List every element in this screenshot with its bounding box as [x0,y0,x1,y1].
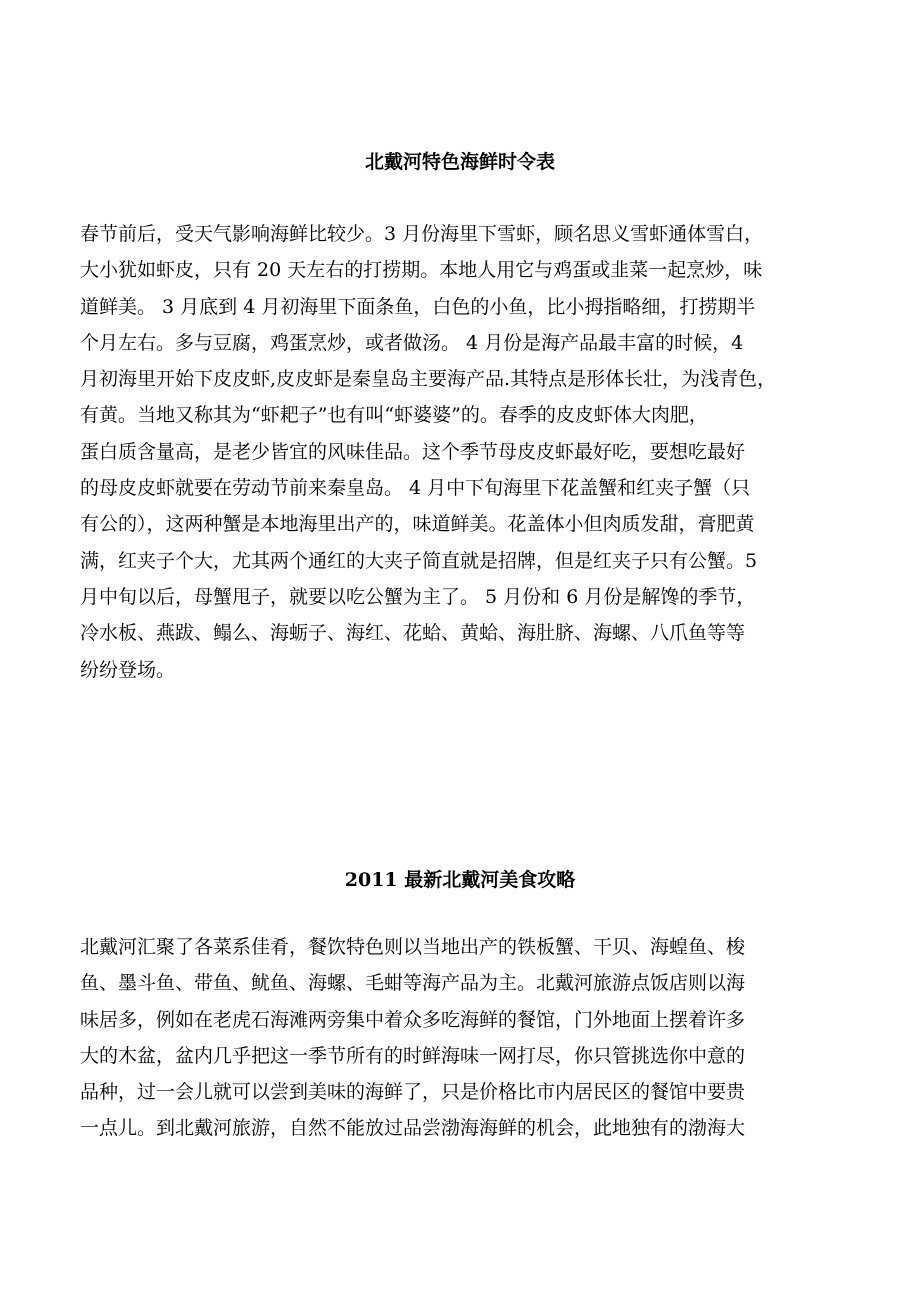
paragraph-line: 蛋白质含量高，是老少皆宜的风味佳品。这个季节母皮皮虾最好吃，要想吃最好 [80,440,746,463]
paragraph-line: 味居多，例如在老虎石海滩两旁集中着众多吃海鲜的餐馆，门外地面上摆着许多 [80,1008,746,1031]
seafood-calendar-paragraph [80,216,842,688]
paragraph-line: 道鲜美。 3 月底到 4 月初海里下面条鱼，白色的小鱼，比小拇指略细，打捞期半 [80,295,756,318]
paragraph-line: 的母皮皮虾就要在劳动节前来秦皇岛。 4 月中下旬海里下花盖蟹和红夹子蟹（只 [80,477,751,500]
paragraph-line: 一点儿。到北戴河旅游，自然不能放过品尝渤海海鲜的机会，此地独有的渤海大 [80,1117,746,1140]
paragraph-line: 鱼、墨斗鱼、带鱼、鱿鱼、海螺、毛蚶等海产品为主。北戴河旅游点饭店则以海 [80,972,746,995]
paragraph-line: 纷纷登场。 [80,658,176,681]
paragraph-line: 月初海里开始下皮皮虾,皮皮虾是秦皇岛主要海产品.其特点是形体长壮，为浅青色， [80,368,777,391]
section-title-seafood-calendar: 北戴河特色海鲜时令表 [364,151,555,173]
paragraph-line: 春节前后，受天气影响海鲜比较少。3 月份海里下雪虾，顾名思义雪虾通体雪白， [80,223,764,245]
paragraph-line: 月中旬以后，母蟹甩子，就要以吃公蟹为主了。 5 月份和 6 月份是解馋的季节， [80,585,756,608]
paragraph-line: 有公的），这两种蟹是本地海里出产的，味道鲜美。花盖体小但肉质发甜，膏肥黄 [80,513,755,536]
paragraph-line: 品种，过一会儿就可以尝到美味的海鲜了，只是价格比市内居民区的餐馆中要贵 [80,1081,746,1104]
section-title-food-guide: 2011 最新北戴河美食攻略 [344,869,576,891]
paragraph-line: 个月左右。多与豆腐，鸡蛋烹炒，或者做汤。 4 月份是海产品最丰富的时候，4 [80,331,744,354]
paragraph-line: 冷水板、燕跋、鳎么、海蛎子、海红、花蛤、黄蛤、海肚脐、海螺、八爪鱼等等 [80,622,746,645]
paragraph-line: 有黄。当地又称其为“虾耙子”也有叫“虾婆婆”的。春季的皮皮虾体大肉肥， [80,404,708,427]
paragraph-line: 大小犹如虾皮，只有 20 天左右的打捞期。本地人用它与鸡蛋或韭菜一起烹炒，味 [80,259,763,282]
paragraph-line: 北戴河汇聚了各菜系佳肴，餐饮特色则以当地出产的铁板蟹、干贝、海蝗鱼、梭 [80,936,746,958]
paragraph-line: 满，红夹子个大，尤其两个通红的大夹子简直就是招牌，但是红夹子只有公蟹。5 [80,549,758,572]
paragraph-line: 大的木盆，盆内几乎把这一季节所有的时鲜海味一网打尽，你只管挑选你中意的 [80,1044,746,1067]
food-guide-paragraph [80,929,842,1147]
